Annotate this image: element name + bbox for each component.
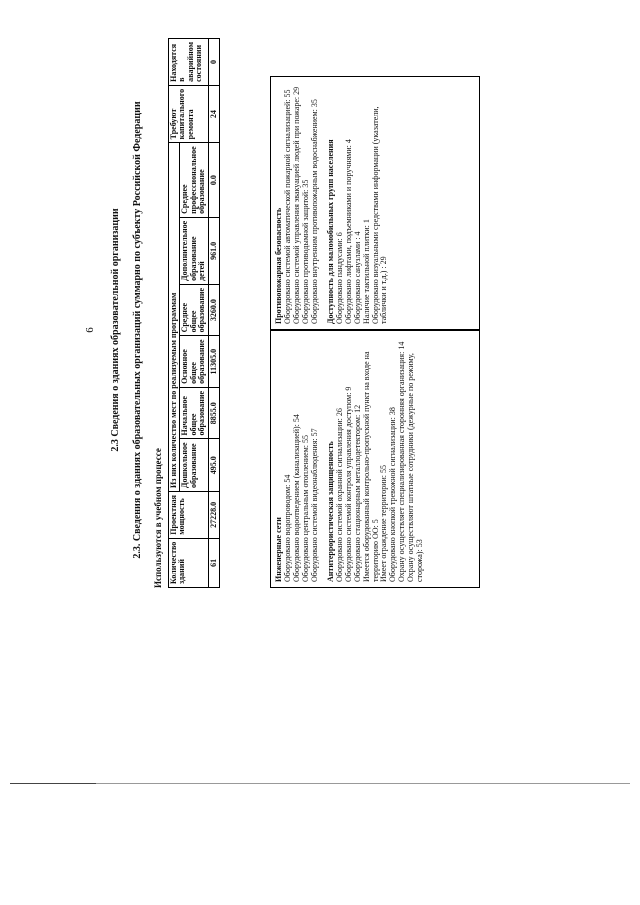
value-buildings: 61	[208, 538, 219, 587]
list-item: Оборудовано визуальными средствами информации (указатели, таблички и т.д.) : 29	[370, 106, 389, 324]
header-preschool: Дошкольное образование	[180, 439, 208, 492]
value-capacity: 27228.0	[208, 491, 219, 538]
header-capacity: Проектная мощность	[169, 491, 209, 538]
header-basic: Основное общее образование	[180, 336, 208, 388]
list-item: Оборудовано санузлами : 4	[352, 231, 362, 324]
value-repair: 24	[208, 85, 219, 142]
buildings-table	[168, 38, 220, 588]
list-item: Оборудовано стационарным металлодетектором: 12	[352, 404, 362, 582]
value-emergency: 0	[208, 38, 219, 85]
list-item: Оборудовано водоотведением (канализацией): 54	[291, 414, 301, 582]
value-additional: 961.0	[208, 217, 219, 284]
fire-title: Противопожарная безопасность	[274, 207, 283, 324]
rotated-page-area	[80, 41, 500, 600]
header-additional: Дополнительное образование детей	[180, 217, 208, 284]
list-item: Оборудовано противодымной защитой: 35	[300, 179, 310, 324]
engineering-title: Инженерные сети	[274, 517, 283, 582]
header-secondary: Среднее общее образование	[180, 284, 208, 336]
list-item: Имеет ограждение территории: 55	[379, 464, 389, 582]
list-item: Оборудовано системой контроля управления доступом: 9	[343, 386, 353, 582]
list-item: Оборудовано системой автоматической пожарной сигнализацией: 55	[282, 89, 292, 324]
list-item: Оборудовано центральным отоплением: 55	[300, 434, 310, 582]
right-info-panel	[270, 76, 480, 330]
header-emergency: Находятся в аварийном состоянии	[169, 38, 209, 85]
list-item: Оборудовано лифтами, подъемниками и поручнями: 4	[343, 139, 353, 324]
page-divider-left	[10, 783, 96, 784]
list-item: Оборудовано внутренним противопожарным водоснабжением: 35	[309, 99, 319, 324]
subsection-heading: 2.3. Сведения о зданиях образовательных организаций суммарно по субъекту Российской Федерации	[132, 101, 143, 559]
header-vocational: Среднее профессиональное образование	[180, 143, 208, 218]
list-item: Оборудовано водопроводом: 54	[282, 474, 292, 582]
header-buildings: Количество зданий	[169, 538, 209, 587]
list-item: Оборудовано системой видеонаблюдения: 57	[309, 428, 319, 582]
list-item: Оборудовано системой управления эвакуацией людей при пожаре: 29	[291, 86, 301, 324]
antiterror-title: Антитеррористическая защищенность	[325, 441, 335, 582]
header-primary: Начальное общее образование	[180, 387, 208, 439]
page-number: 6	[84, 327, 96, 333]
accessibility-title: Доступность для маломобильных групп населения	[325, 139, 335, 324]
list-item: Имеется оборудованный контрольно-пропускной пункт на входе на территорию ОО: 5	[361, 351, 380, 582]
list-item: Наличие тактильной плитки: 1	[361, 219, 371, 324]
list-item: Оборудовано системой охранной сигнализации: 26	[334, 408, 344, 582]
list-item: Оборудовано кнопкой тревожной сигнализации: 38	[388, 407, 398, 582]
list-item: Оборудовано пандусами: 6	[334, 232, 344, 324]
value-preschool: 495.0	[208, 439, 219, 492]
usage-note: Используются в учебном процессе	[153, 448, 163, 588]
value-primary: 8855.0	[208, 387, 219, 439]
header-repair: Требуют капитального ремонта	[169, 85, 209, 142]
value-basic: 11305.0	[208, 336, 219, 388]
table-row	[208, 38, 219, 587]
value-vocational: 0.0	[208, 143, 219, 218]
section-heading: 2.3 Сведения о зданиях образовательной организации	[110, 208, 121, 452]
left-info-panel	[270, 330, 480, 588]
page-divider-right	[96, 783, 630, 784]
header-programs-group: Из них количество мест по реализуемым программам	[169, 143, 180, 492]
list-item: Охрану осуществляют штатные сотрудники (дежурные по режиму, сторожа): 53	[406, 353, 425, 582]
landscape-page	[80, 41, 500, 600]
value-secondary: 3260.0	[208, 284, 219, 336]
list-item: Охрану осуществляет специализированная сторонняя организация: 14	[397, 341, 407, 582]
